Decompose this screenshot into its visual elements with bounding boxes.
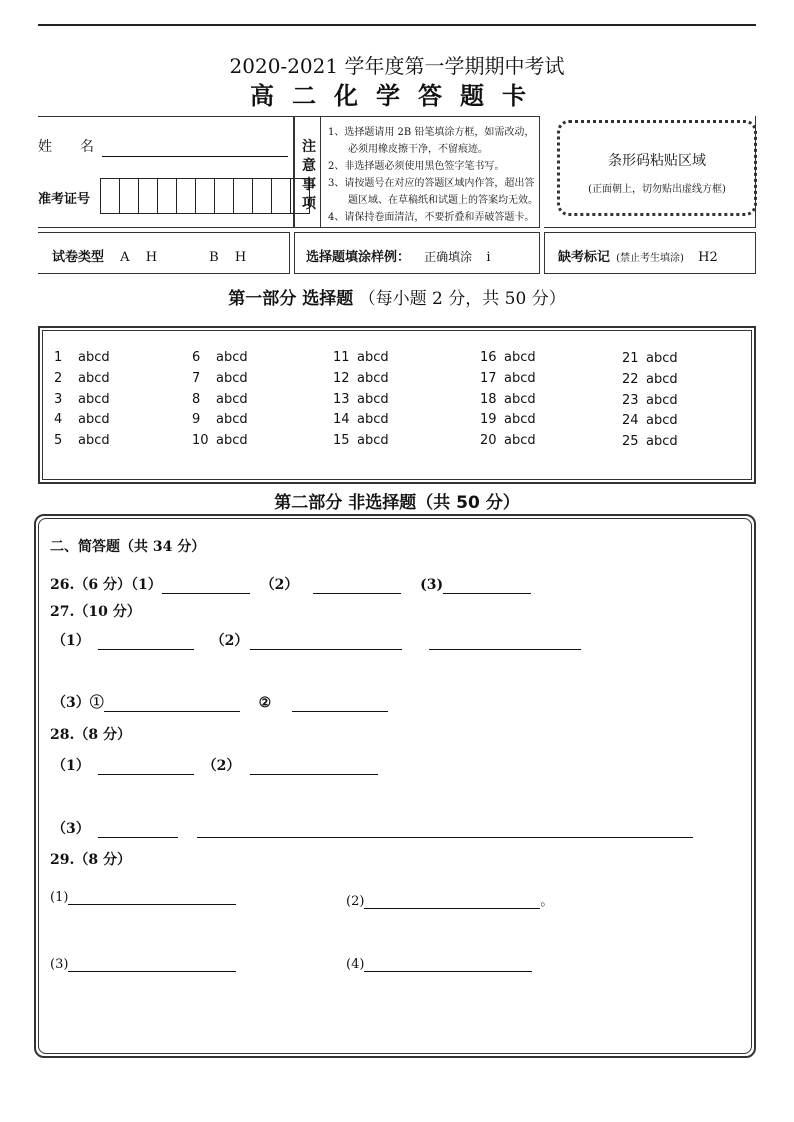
choice-item[interactable]: 25 abcd	[622, 434, 678, 450]
q26-label: 26.（6 分）（1）	[50, 577, 162, 593]
example-row	[306, 246, 490, 265]
part2-title: 第二部分 非选择题（共 50 分）	[274, 493, 520, 513]
notice-divider	[320, 116, 321, 228]
choice-column-1	[54, 348, 110, 452]
choice-item[interactable]: 11 abcd	[333, 350, 389, 365]
q29-row1-right	[346, 890, 553, 909]
choice-item[interactable]: 8 abcd	[192, 391, 248, 407]
type-a-bubble[interactable]: H	[145, 250, 158, 265]
ticket-label: 准考证号	[38, 192, 91, 207]
q29-row2-right	[346, 957, 532, 972]
ticket-number-boxes[interactable]	[100, 178, 310, 214]
exam-title: 2020-2021 学年度第一学期期中考试	[229, 54, 565, 78]
q28-2-answer[interactable]	[250, 760, 378, 775]
example-label: 选择题填涂样例：	[306, 250, 411, 265]
q29-1-answer[interactable]	[68, 890, 236, 905]
example-mark: i	[486, 250, 491, 265]
type-a-label: A	[120, 250, 130, 265]
q29-2-answer[interactable]	[364, 894, 540, 909]
part1-note: （每小题 2 分，共 50 分）	[358, 289, 566, 309]
notice-items: 1、选择题请用 2B 铅笔填涂方框，如需改动， 必须用橡皮擦干净，不留痕迹。 2、非选择题必须使用黑色签字笔书写。 3、请按题号在对应的答题区域内作答，超出答 题区域、在草稿纸和试题上的答案均无效。 4、请保持卷面清洁，不要折叠和弄破答题卡。	[328, 127, 538, 223]
q27-label: 27.（10 分）	[50, 604, 141, 620]
q28-1-label: （1）	[52, 758, 90, 774]
choice-item[interactable]: 7 abcd	[192, 370, 248, 386]
choice-item[interactable]: 21 abcd	[622, 351, 678, 366]
card-title: 高二化学答题卡	[250, 81, 544, 110]
absent-note: (禁止考生填涂)	[616, 253, 684, 264]
choice-item[interactable]: 9 abcd	[192, 412, 248, 428]
name-field[interactable]	[102, 156, 288, 157]
q29-3-answer[interactable]	[68, 957, 236, 972]
part1-title: 第一部分 选择题	[228, 289, 354, 309]
q26-3-answer[interactable]	[443, 579, 531, 594]
choice-column-5	[622, 349, 678, 453]
q27-3a-answer[interactable]	[104, 697, 240, 712]
name-label: 姓 名	[38, 139, 94, 155]
q28-row3	[52, 818, 693, 838]
q27-row1	[52, 630, 581, 650]
q28-3a-answer[interactable]	[98, 823, 178, 838]
choice-item[interactable]: 10 abcd	[192, 433, 248, 449]
choice-item[interactable]: 22 abcd	[622, 371, 678, 387]
q29-row2-left	[50, 957, 236, 972]
choice-item[interactable]: 19 abcd	[480, 412, 536, 428]
q28-3b-answer[interactable]	[197, 823, 693, 838]
q28-row1	[52, 755, 378, 775]
q26-3-label: (3)	[420, 577, 444, 593]
choice-item[interactable]: 4 abcd	[54, 412, 110, 428]
choice-item[interactable]: 6 abcd	[192, 350, 248, 365]
q28-1-answer[interactable]	[98, 760, 194, 775]
q29-3-label: (3)	[50, 957, 69, 972]
choice-item[interactable]: 24 abcd	[622, 413, 678, 429]
choice-column-3	[333, 348, 389, 452]
choice-item[interactable]: 12 abcd	[333, 370, 389, 386]
q26-2-answer[interactable]	[313, 579, 401, 594]
q26-1-answer[interactable]	[162, 579, 250, 594]
q27-1-answer[interactable]	[98, 635, 194, 650]
paper-type-label: 试卷类型	[52, 250, 105, 265]
choice-item[interactable]: 14 abcd	[333, 412, 389, 428]
q26-row	[50, 574, 531, 594]
q27-2-answer-extra[interactable]	[429, 635, 581, 650]
part1-title-row	[0, 284, 794, 309]
choice-item[interactable]: 17 abcd	[480, 370, 536, 386]
notice-heading: 注 意 事 项	[302, 139, 316, 212]
choice-item[interactable]: 16 abcd	[480, 350, 536, 365]
choice-item[interactable]: 3 abcd	[54, 391, 110, 407]
top-rule	[38, 24, 756, 26]
q27-1-label: （1）	[52, 633, 90, 649]
q29-4-label: (4)	[346, 957, 365, 972]
type-b-label: B	[209, 250, 219, 265]
choice-item[interactable]: 2 abcd	[54, 370, 110, 386]
q27-3-label: （3）①	[52, 695, 104, 711]
q29-row1-left	[50, 890, 236, 905]
choice-item[interactable]: 20 abcd	[480, 433, 536, 449]
choice-item[interactable]: 1 abcd	[54, 350, 110, 365]
type-b-bubble[interactable]: H	[234, 250, 247, 265]
barcode-note: (正面朝上，切勿贴出虚线方框)	[588, 184, 726, 195]
example-text: 正确填涂	[424, 250, 473, 264]
choice-item[interactable]: 15 abcd	[333, 433, 389, 449]
q29-4-answer[interactable]	[364, 957, 532, 972]
absent-label: 缺考标记	[558, 250, 611, 265]
q27-row3	[52, 692, 388, 712]
q29-1-label: (1)	[50, 890, 69, 905]
choice-item[interactable]: 18 abcd	[480, 391, 536, 407]
q27-3b-label: ②	[258, 695, 272, 711]
q28-3-label: （3）	[52, 821, 90, 837]
q27-2-label: （2）	[210, 633, 249, 649]
choice-item[interactable]: 13 abcd	[333, 391, 389, 407]
q27-3b-answer[interactable]	[292, 697, 388, 712]
barcode-label: 条形码粘贴区域	[608, 153, 706, 169]
q28-2-label: （2）	[202, 758, 241, 774]
absent-bubble[interactable]: H2	[698, 250, 718, 265]
absent-row	[558, 246, 718, 265]
q29-2-label: (2)	[346, 894, 365, 909]
choice-column-2	[192, 348, 248, 452]
paper-type-row	[52, 246, 246, 265]
choice-column-4	[480, 348, 536, 452]
q28-label: 28.（8 分）	[50, 727, 131, 743]
q27-2-answer[interactable]	[250, 635, 402, 650]
choice-item[interactable]: 23 abcd	[622, 392, 678, 408]
short-answer-area	[38, 518, 752, 1054]
q29-label: 29.（8 分）	[50, 852, 131, 868]
q29-2-period: 。	[540, 894, 554, 909]
section-heading: 二、简答题（共 34 分）	[50, 539, 206, 555]
choice-item[interactable]: 5 abcd	[54, 433, 110, 449]
q26-2-label: （2）	[260, 577, 299, 593]
